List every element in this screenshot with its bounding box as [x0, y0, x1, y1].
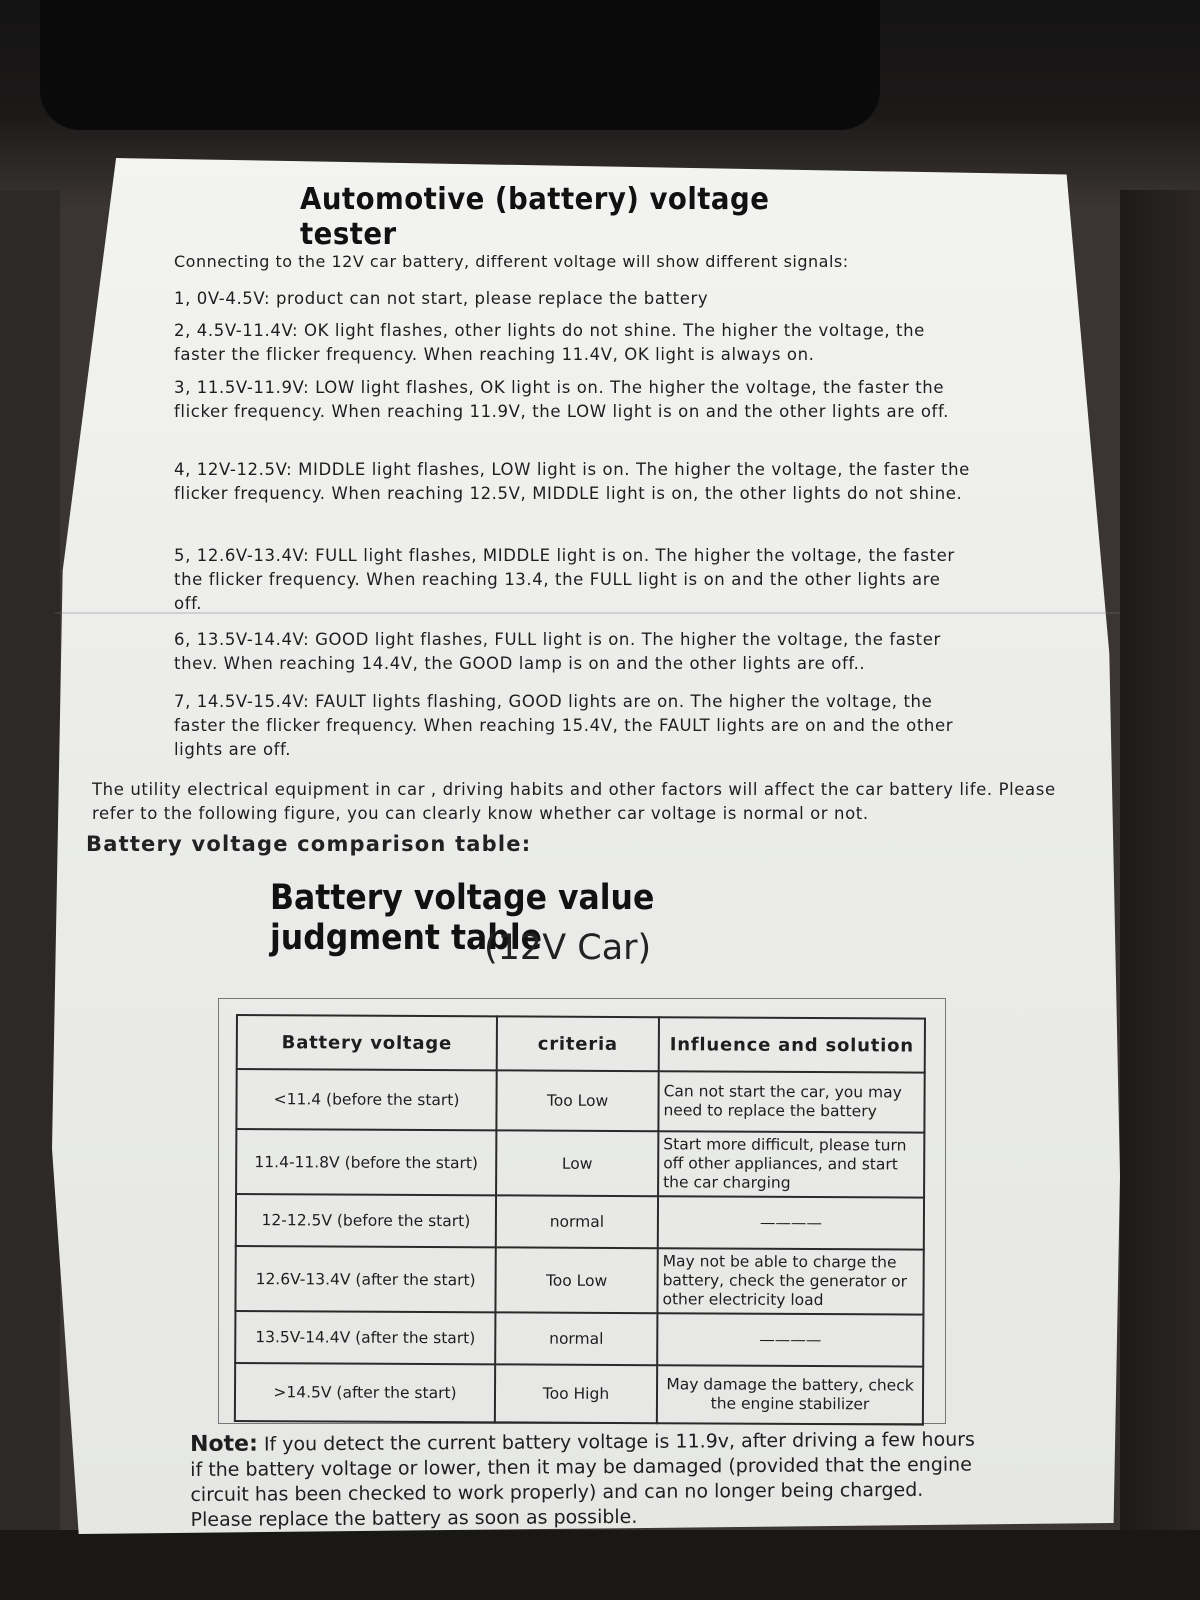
table-row	[235, 1311, 923, 1367]
cell-voltage: 12-12.5V (before the start)	[236, 1194, 496, 1247]
cell-voltage: 13.5V-14.4V (after the start)	[235, 1311, 495, 1364]
table-subtitle: (12V Car)	[484, 928, 652, 968]
cell-solution: ————	[658, 1196, 924, 1249]
cell-solution: May not be able to charge the battery, check the generator or other electricity load	[657, 1248, 923, 1314]
list-item: 3, 11.5V-11.9V: LOW light flashes, OK light is on. The higher the voltage, the faster the flicker frequency. When reaching 11.9V, the LOW light is on and the other lights are off.	[174, 378, 950, 421]
table-row	[236, 1129, 924, 1198]
list-item: 1, 0V-4.5V: product can not start, please replace the battery	[174, 289, 709, 308]
list-item: 7, 14.5V-15.4V: FAULT lights flashing, GOOD lights are on. The higher the voltage, the faster the flicker frequency. When reaching 15.4V, the FAULT lights are on and the other lights are off.	[174, 692, 954, 759]
note-block	[190, 1426, 991, 1533]
section-heading: Battery voltage comparison table:	[86, 832, 532, 856]
header-criteria: criteria	[497, 1016, 659, 1071]
list-item: 6, 13.5V-14.4V: GOOD light flashes, FULL light is on. The higher the voltage, the faster thev. When reaching 14.4V, the GOOD lamp is on and the other lights are off..	[174, 630, 941, 673]
voltage-judgment-table	[234, 1014, 926, 1426]
cell-voltage: 12.6V-13.4V (after the start)	[235, 1246, 495, 1312]
cell-criteria: Low	[496, 1130, 658, 1196]
cell-criteria: normal	[496, 1195, 658, 1248]
table-row	[235, 1246, 923, 1315]
cell-solution: May damage the battery, check the engine stabilizer	[657, 1365, 923, 1424]
cell-voltage: 11.4-11.8V (before the start)	[236, 1129, 496, 1195]
cell-criteria: Too Low	[495, 1247, 657, 1313]
list-item: 4, 12V-12.5V: MIDDLE light flashes, LOW light is on. The higher the voltage, the faster the flicker frequency. When reaching 12.5V, MIDDLE light is on, the other lights do not shine.	[174, 460, 970, 503]
table-row	[236, 1069, 924, 1133]
cell-solution: Can not start the car, you may need to replace the battery	[658, 1071, 924, 1132]
intro-text: Connecting to the 12V car battery, different voltage will show different signals:	[174, 252, 849, 271]
note-text: If you detect the current battery voltage is 11.9v, after driving a few hours if the battery voltage or lower, then it may be damaged (provided that the engine circuit has been checked to work properly) and can no longer being charged. Please replace the battery as soon as possible.	[190, 1428, 976, 1531]
document-title: Automotive (battery) voltage tester	[300, 182, 770, 252]
cell-voltage: <11.4 (before the start)	[236, 1069, 496, 1130]
battery-life-paragraph: The utility electrical equipment in car , driving habits and other factors will affect the car battery life. Please refer to the following figure, you can clearly know whether car voltage is normal or not.	[92, 780, 1056, 823]
list-item: 5, 12.6V-13.4V: FULL light flashes, MIDDLE light is on. The higher the voltage, the faster the flicker frequency. When reaching 13.4, the FULL light is on and the other lights are off.	[174, 546, 955, 613]
header-battery-voltage: Battery voltage	[237, 1015, 497, 1070]
table-row	[235, 1363, 923, 1425]
header-influence-solution: Influence and solution	[659, 1017, 925, 1072]
cell-solution: ————	[657, 1313, 923, 1366]
note-label: Note:	[190, 1431, 258, 1457]
table-title: Battery voltage value judgment table	[270, 878, 655, 958]
cell-solution: Start more difficult, please turn off other appliances, and start the car charging	[658, 1131, 924, 1197]
table-row	[236, 1194, 924, 1250]
table-header-row	[237, 1015, 925, 1073]
list-item: 2, 4.5V-11.4V: OK light flashes, other lights do not shine. The higher the voltage, the faster the flicker frequency. When reaching 11.4V, OK light is always on.	[174, 321, 925, 364]
cell-criteria: Too High	[495, 1364, 657, 1423]
cell-voltage: >14.5V (after the start)	[235, 1363, 495, 1422]
cell-criteria: normal	[495, 1312, 657, 1365]
cell-criteria: Too Low	[496, 1070, 658, 1131]
